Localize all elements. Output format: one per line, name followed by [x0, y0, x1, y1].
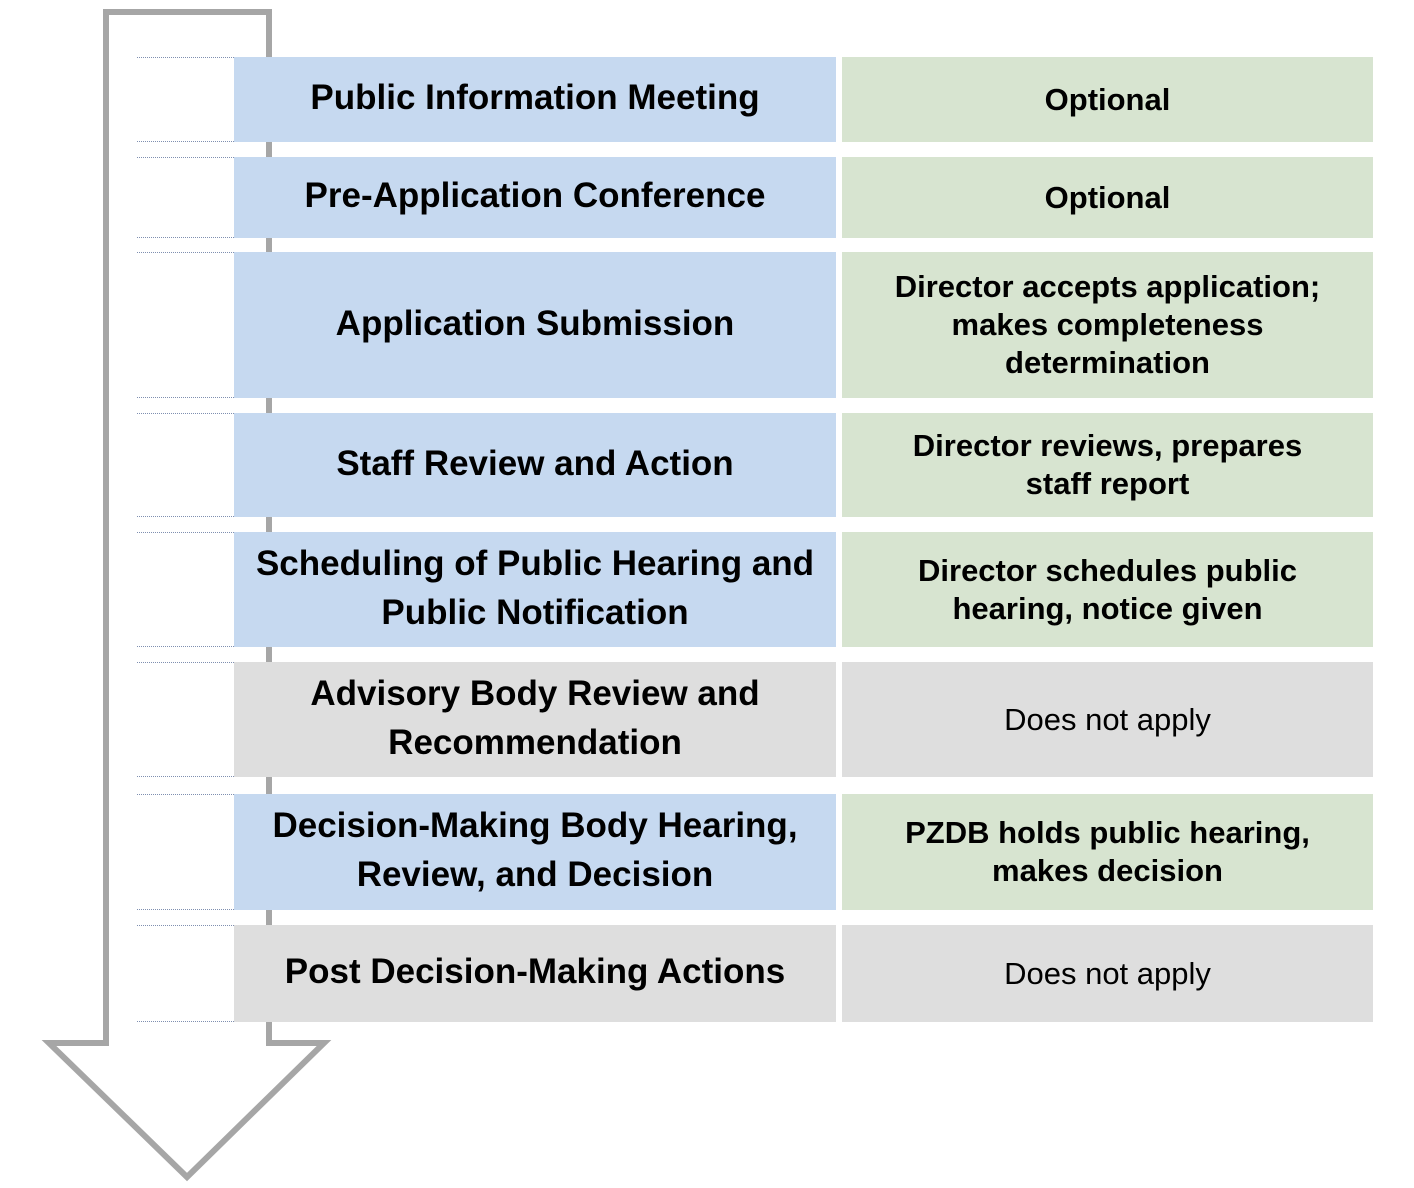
- step-name: Public Information Meeting: [310, 78, 760, 117]
- step-outcome-cell: [842, 925, 1373, 1022]
- row-guide-line-top: [137, 794, 234, 795]
- row-guide-line-bottom: [137, 776, 234, 777]
- step-name-cell: [234, 413, 836, 517]
- row-guide-line-bottom: [137, 1021, 234, 1022]
- step-name: Scheduling of Public Hearing and Public Notification: [255, 543, 815, 632]
- step-outcome: Does not apply: [1004, 701, 1211, 737]
- step-name-cell: [234, 662, 836, 777]
- row-guide-line-top: [137, 925, 234, 926]
- step-outcome-cell: [842, 57, 1373, 142]
- step-name-cell: [234, 57, 836, 142]
- step-name: Advisory Body Review and Recommendation: [310, 673, 760, 762]
- process-step-row: [0, 794, 1414, 910]
- row-guide-line-top: [137, 662, 234, 663]
- step-outcome: Optional: [1044, 81, 1171, 117]
- step-name-cell: [234, 794, 836, 910]
- step-outcome: PZDB holds public hearing, makes decision: [905, 815, 1310, 888]
- row-guide-line-top: [137, 532, 234, 533]
- row-guide-line-bottom: [137, 141, 234, 142]
- step-name-cell: [234, 252, 836, 398]
- step-outcome-cell: [842, 532, 1373, 647]
- row-guide-line-bottom: [137, 909, 234, 910]
- step-outcome-cell: [842, 157, 1373, 238]
- step-name: Pre-Application Conference: [304, 176, 766, 215]
- process-step-row: [0, 925, 1414, 1022]
- process-step-row: [0, 57, 1414, 142]
- step-name-cell: [234, 532, 836, 647]
- process-step-row: [0, 252, 1414, 398]
- step-outcome: Director reviews, prepares staff report: [912, 428, 1303, 501]
- step-outcome: Director schedules public hearing, notice given: [918, 552, 1297, 626]
- step-outcome: Does not apply: [1004, 955, 1211, 991]
- step-outcome: Director accepts application; makes completeness determination: [894, 269, 1321, 380]
- step-name: Staff Review and Action: [336, 443, 734, 483]
- process-step-row: [0, 157, 1414, 238]
- row-guide-line-bottom: [137, 516, 234, 517]
- row-guide-line-bottom: [137, 397, 234, 398]
- step-outcome-cell: [842, 794, 1373, 910]
- row-guide-line-top: [137, 57, 234, 58]
- step-name-cell: [234, 925, 836, 1022]
- step-name: Post Decision-Making Actions: [284, 952, 786, 991]
- step-outcome-cell: [842, 662, 1373, 777]
- process-step-row: [0, 413, 1414, 517]
- row-guide-line-bottom: [137, 646, 234, 647]
- step-name-cell: [234, 157, 836, 238]
- row-guide-line-bottom: [137, 237, 234, 238]
- process-step-row: [0, 662, 1414, 777]
- step-outcome: Optional: [1044, 179, 1171, 215]
- row-guide-line-top: [137, 157, 234, 158]
- step-name: Decision-Making Body Hearing, Review, and Decision: [272, 806, 798, 894]
- row-guide-line-top: [137, 252, 234, 253]
- step-outcome-cell: [842, 252, 1373, 398]
- step-name: Application Submission: [335, 303, 735, 343]
- process-step-row: [0, 532, 1414, 647]
- row-guide-line-top: [137, 413, 234, 414]
- step-outcome-cell: [842, 413, 1373, 517]
